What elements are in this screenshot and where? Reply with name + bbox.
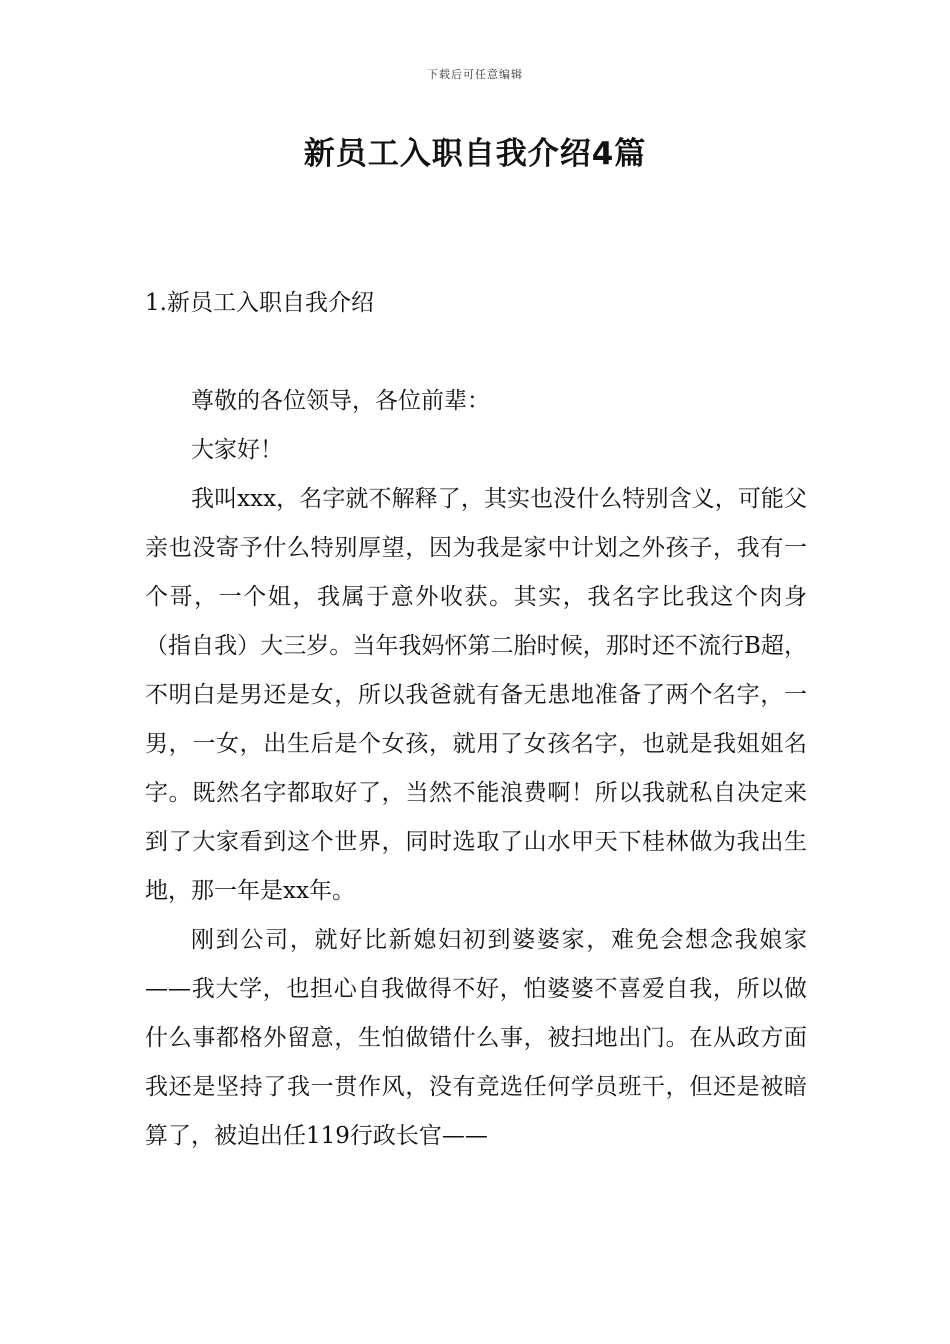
document-title: 新员工入职自我介绍4篇 <box>303 136 647 172</box>
paragraph-hello: 大家好！ <box>191 437 283 463</box>
paragraph-company: 刚到公司，就好比新媳妇初到婆婆家，难免会想念我娘家——我大学，也担心自我做得不好，怕婆婆不喜爱自我，所以做什么事都格外留意，生怕做错什么事，被扫地出门。在从政方面我还是坚持了我一贯作风，没有竞选任何学员班干，但还是被暗算了，被迫出任119行政长官—— <box>145 927 807 1149</box>
document-body <box>145 377 807 1161</box>
section-heading: 1.新员工入职自我介绍 <box>145 290 374 316</box>
header-note: 下载后可任意编辑 <box>427 68 523 81</box>
paragraph-greeting: 尊敬的各位领导，各位前辈： <box>191 388 490 414</box>
paragraph-name-story: 我叫xxx，名字就不解释了，其实也没什么特别含义，可能父亲也没寄予什么特别厚望，因为我是家中计划之外孩子，我有一个哥，一个姐，我属于意外收获。其实，我名字比我这个肉身（指自我）大三岁。当年我妈怀第二胎时候，那时还不流行B超，不明白是男还是女，所以我爸就有备无患地准备了两个名字，一男，一女，出生后是个女孩，就用了女孩名字，也就是我姐姐名字。既然名字都取好了，当然不能浪费啊！所以我就私自决定来到了大家看到这个世界，同时选取了山水甲天下桂林做为我出生地，那一年是xx年。 <box>145 486 807 904</box>
